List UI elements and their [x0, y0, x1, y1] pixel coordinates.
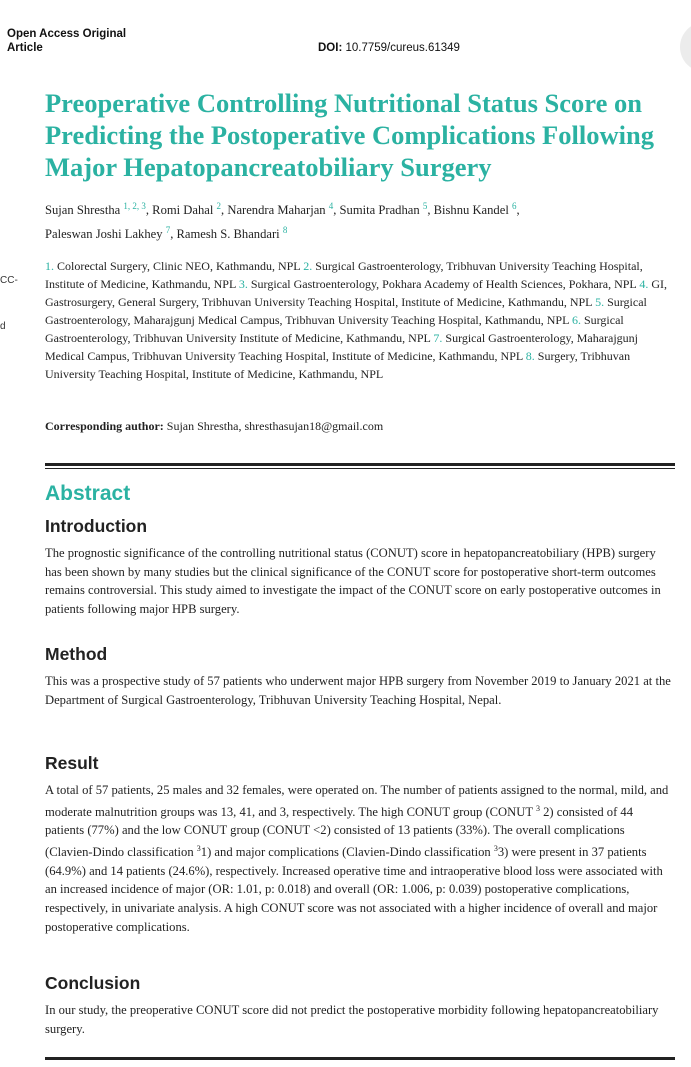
- result-superscript: 3: [493, 843, 498, 853]
- affiliation-number: 6.: [571, 313, 581, 327]
- doi-label: DOI:: [318, 42, 343, 54]
- margin-fragment-cc: CC-: [0, 275, 18, 286]
- corner-decoration: [680, 22, 691, 72]
- affiliation-number: 1.: [45, 259, 54, 273]
- affiliation-number: 7.: [433, 331, 443, 345]
- method-text: This was a prospective study of 57 patients who underwent major HPB surgery from November 2019 to January 2021 at the Department of Surgical Gastroenterology, Tribhuvan University Teaching Hospital, Nepal.: [45, 674, 671, 707]
- author-affiliation-ref[interactable]: 2: [216, 201, 222, 211]
- divider: [45, 1057, 675, 1060]
- author-name[interactable]: Bishnu Kandel: [433, 203, 509, 218]
- affiliation-number: 5.: [595, 295, 605, 309]
- author-name[interactable]: Narendra Maharjan: [227, 203, 326, 218]
- author-name[interactable]: Paleswan Joshi Lakhey: [45, 227, 163, 242]
- conclusion-text: In our study, the preoperative CONUT score did not predict the postoperative morbidity following hepatopancreatobiliary surgery.: [45, 1003, 659, 1036]
- affiliation-text: Surgery, Tribhuvan University Teaching Hospital, Institute of Medicine, Kathmandu, NPL: [45, 349, 631, 381]
- result-text-part: 2) consisted of 44 patients (77%) and the low CONUT group (CONUT <2) consisted of 13 patients (33%). The overall complications (Clavien-Dindo classification: [45, 804, 634, 860]
- affiliation-list: [45, 257, 677, 383]
- author-affiliation-ref[interactable]: 7: [165, 225, 171, 236]
- affiliation-number: 3.: [238, 277, 248, 291]
- author-affiliation-ref[interactable]: 5: [422, 201, 428, 211]
- result-text-part: A total of 57 patients, 25 males and 32 females, were operated on. The number of patients assigned to the normal, mild, and moderate malnutrition groups was 13, 41, and 3, respectively. The high CONUT group (CONUT: [45, 783, 669, 819]
- author-affiliation-ref[interactable]: 1, 2, 3: [123, 201, 146, 211]
- result-heading: Result: [45, 753, 99, 773]
- affiliation-text: Surgical Gastroenterology, Tribhuvan University Teaching Hospital, Institute of Medicine, Kathmandu, NPL: [45, 259, 643, 291]
- affiliation-text: Surgical Gastroenterology, Pokhara Academy of Health Sciences, Pokhara, NPL: [250, 277, 637, 291]
- author-name[interactable]: Sumita Pradhan: [339, 203, 420, 218]
- article-type-line1: Open Access Original: [7, 28, 127, 40]
- abstract-heading: Abstract: [45, 482, 131, 505]
- affiliation-text: Colorectal Surgery, Clinic NEO, Kathmandu, NPL: [57, 259, 301, 273]
- author-affiliation-ref[interactable]: 6: [511, 201, 517, 211]
- result-superscript: 3: [196, 843, 201, 853]
- introduction-text: The prognostic significance of the controlling nutritional status (CONUT) score in hepatopancreatobiliary (HPB) surgery has been shown by many studies but the clinical significance of the CONUT score for postoperative short-term outcomes remains controversial. This study aimed to investigate the impact of the CONUT score on early postoperative outcomes in patients following major HPB surgery.: [45, 546, 661, 616]
- author-affiliation-ref[interactable]: 8: [282, 225, 288, 236]
- divider: [45, 468, 675, 469]
- author-affiliation-ref[interactable]: 4: [328, 201, 334, 211]
- introduction-heading: Introduction: [45, 516, 148, 536]
- corresponding-author-label: Corresponding author:: [45, 419, 164, 433]
- corresponding-author-value: Sujan Shrestha, shresthasujan18@gmail.com: [166, 419, 384, 433]
- result-superscript: 3: [535, 803, 540, 813]
- author-list: Sujan Shrestha $^{1, 2, 3}$, Romi Dahal $^2$, Narendra Maharjan $^4$, Sumita Pradhan $^5$, Bishnu Kandel $^6$, Paleswan Joshi Lakhey $^7$, Ramesh S. Bhandari $^8$: [45, 201, 520, 242]
- margin-fragment-d: d: [0, 321, 6, 332]
- method-heading: Method: [45, 644, 108, 664]
- affiliation-number: 4.: [639, 277, 649, 291]
- divider: [45, 463, 675, 466]
- author-name[interactable]: Ramesh S. Bhandari: [176, 227, 280, 242]
- article-type-line2: Article: [7, 42, 43, 54]
- author-name[interactable]: Sujan Shrestha: [45, 203, 121, 218]
- result-text-part: 3) were present in 37 patients (64.9%) and 14 patients (24.6%), respectively. Increased operative time and intraoperative blood loss were associated with an increased incidence of major (OR: 1.01, p: 0.018) and overall (OR: 1.006, p: 0.039) postoperative complications, respectively, in univariate analysis. A high CONUT score was not associated with a higher incidence of overall and major postoperative complications.: [45, 845, 663, 934]
- conclusion-heading: Conclusion: [45, 973, 141, 993]
- corresponding-author: [45, 419, 383, 434]
- affiliation-text: Surgical Gastroenterology, Maharajgunj Medical Campus, Tribhuvan University Teaching Hospital, Kathmandu, NPL: [45, 295, 647, 327]
- affiliation-number: 2.: [303, 259, 313, 273]
- article-title: Preoperative Controlling Nutritional Status Score on Predicting the Postoperative Complications Following Major Hepatopancreatobiliary Surgery: [45, 88, 654, 182]
- doi: [318, 42, 460, 54]
- affiliation-text: Surgical Gastroenterology, Maharajgunj Medical Campus, Tribhuvan University Teaching Hospital, Institute of Medicine, Kathmandu, NPL: [45, 331, 639, 363]
- affiliation-text: Surgical Gastroenterology, Tribhuvan University Institute of Medicine, Kathmandu, NPL: [45, 313, 624, 345]
- result-text: [45, 781, 675, 936]
- author-name[interactable]: Romi Dahal: [152, 203, 214, 218]
- affiliation-number: 8.: [525, 349, 535, 363]
- affiliation-text: GI, Gastrosurgery, General Surgery, Tribhuvan University Teaching Hospital, Institute of Medicine, Kathmandu, NPL: [45, 277, 667, 309]
- article-type: [7, 27, 126, 55]
- doi-link[interactable]: 10.7759/cureus.61349: [345, 42, 460, 54]
- result-text-part: 1) and major complications (Clavien-Dindo classification: [200, 845, 494, 860]
